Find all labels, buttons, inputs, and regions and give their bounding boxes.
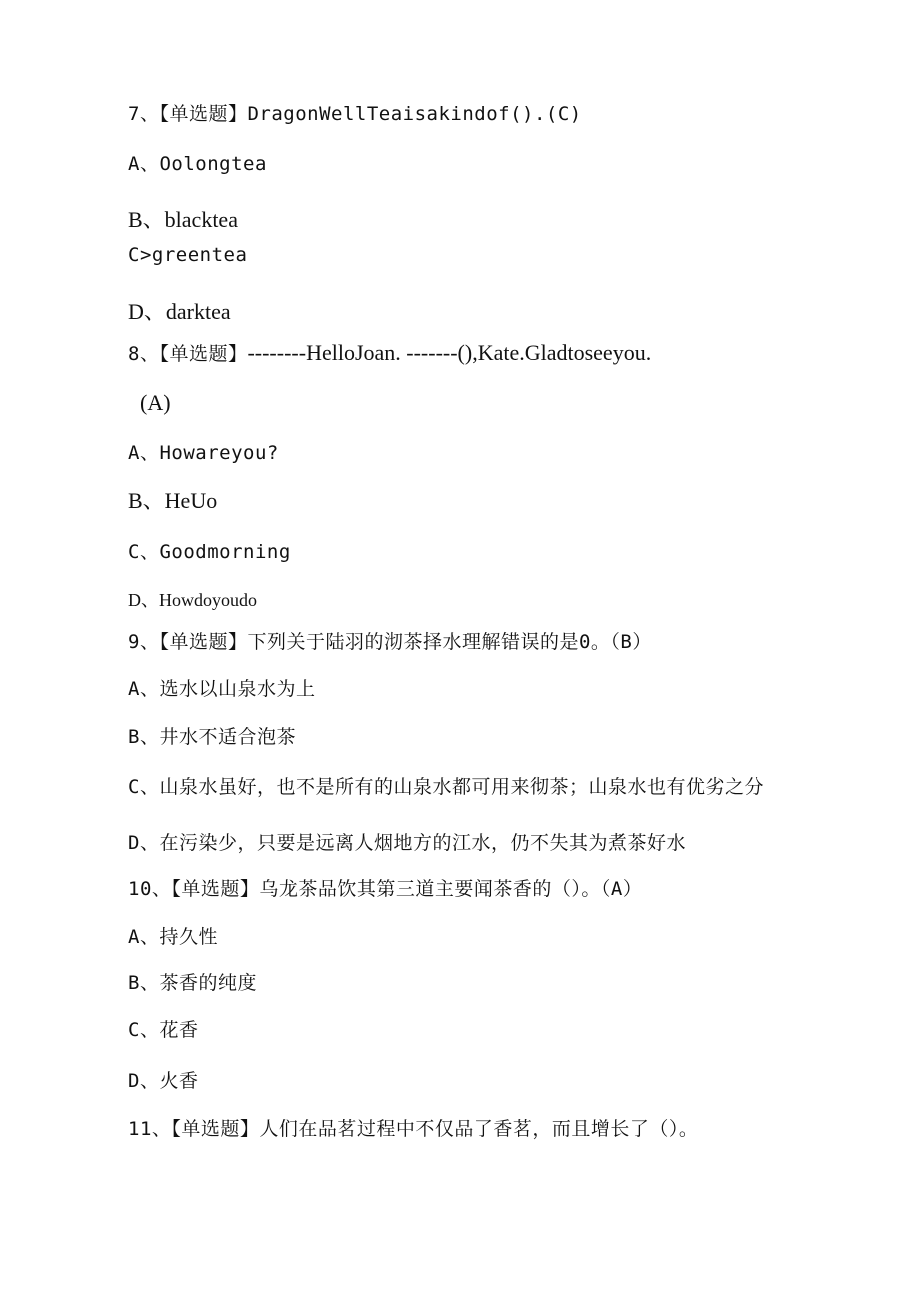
- question-10-option-b: B、茶香的纯度: [128, 972, 257, 994]
- question-9-stem: 9、【单选题】下列关于陆羽的沏茶择水理解错误的是0。（B）: [128, 631, 652, 653]
- question-10-option-d: D、火香: [128, 1070, 199, 1092]
- question-7-option-b: B、blacktea: [128, 207, 238, 232]
- question-9-option-c: C、山泉水虽好，也不是所有的山泉水都可用来彻茶；山泉水也有优劣之分: [128, 776, 764, 798]
- question-7-stem: 7、【单选题】DragonWellTeaisakindof().(C): [128, 103, 582, 125]
- question-9-option-a: A、选水以山泉水为上: [128, 678, 316, 700]
- question-9-option-d: D、在污染少，只要是远离人烟地方的江水，仍不失其为煮茶好水: [128, 832, 686, 854]
- question-7-option-a: A、Oolongtea: [128, 153, 267, 175]
- question-8-stem-text: --------HelloJoan. -------(),Kate.Gladtoseeyou.: [247, 340, 652, 365]
- question-11-stem: 11、【单选题】人们在品茗过程中不仅品了香茗，而且增长了（）。: [128, 1118, 699, 1140]
- question-10-stem: 10、【单选题】乌龙茶品饮其第三道主要闻茶香的（）。（A）: [128, 878, 643, 900]
- question-8-stem: [128, 341, 651, 366]
- question-8-option-a: A、Howareyou?: [128, 442, 279, 464]
- question-7-option-d: D、darktea: [128, 299, 231, 324]
- question-8-answer: (A): [140, 390, 171, 415]
- question-9-option-b: B、井水不适合泡茶: [128, 726, 296, 748]
- question-7-option-c: C>greentea: [128, 244, 248, 266]
- question-10-option-a: A、持久性: [128, 926, 218, 948]
- question-8-option-d: D、Howdoyoudo: [128, 590, 257, 610]
- question-8-option-b: B、HeUo: [128, 488, 218, 513]
- question-8-option-c: C、Goodmorning: [128, 541, 291, 563]
- question-8-stem-prefix: 8、【单选题】: [128, 343, 248, 365]
- question-10-option-c: C、花香: [128, 1019, 199, 1041]
